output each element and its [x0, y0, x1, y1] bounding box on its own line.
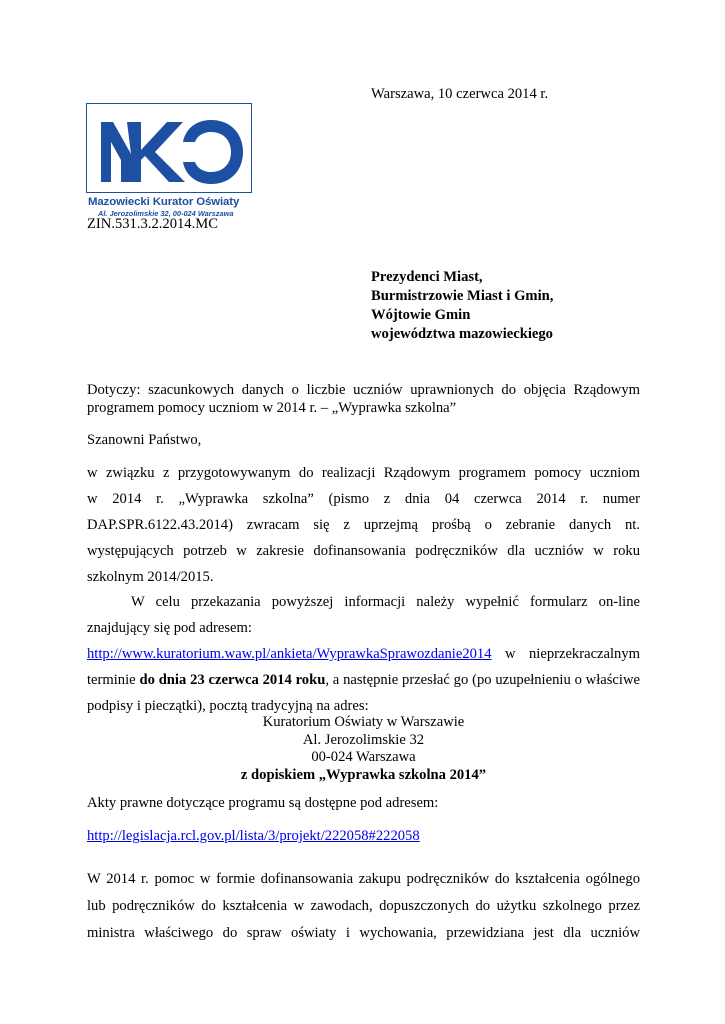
paragraph-line: W celu przekazania powyższej informacji należy wypełnić formularz on-line [131, 594, 640, 610]
form-link[interactable]: http://www.kuratorium.waw.pl/ankieta/WyprawkaSprawozdanie2014 [87, 646, 492, 662]
mailing-address-line: 00-024 Warszawa [311, 749, 416, 765]
paragraph-line: znajdujący się pod adresem: [87, 620, 252, 636]
addressee-line: Wójtowie Gmin [371, 307, 471, 323]
paragraph-line: podpisy i pieczątki), pocztą tradycyjną na adres: [87, 698, 369, 714]
paragraph-line [87, 641, 640, 667]
mailing-note: z dopiskiem „Wyprawka szkolna 2014” [240, 766, 487, 783]
mko-monogram [87, 104, 253, 194]
legal-acts-link[interactable]: http://legislacja.rcl.gov.pl/lista/3/projekt/222058#222058 [87, 828, 420, 844]
addressee-block [371, 268, 553, 344]
paragraph-line: szkolnym 2014/2015. [87, 569, 214, 585]
subject-paragraph [87, 381, 640, 417]
paragraph-line [87, 667, 640, 693]
legal-acts-text: Akty prawne dotyczące programu są dostępne pod adresem: [87, 795, 439, 811]
paragraph-line: lub podręczników do kształcenia w zawodach, dopuszczonych do użytku szkolnego przez [87, 898, 640, 914]
paragraph-form-instructions [87, 589, 640, 719]
subject-line: Dotyczy: szacunkowych danych o liczbie uczniów uprawnionych do objęcia Rządowym [87, 382, 640, 398]
mailing-address [87, 714, 640, 784]
mailing-address-line: Kuratorium Oświaty w Warszawie [262, 714, 465, 730]
addressee-line: województwa mazowieckiego [371, 326, 553, 342]
kurator-logo [86, 103, 254, 219]
paragraph-line: ministra właściwego do spraw oświaty i wychowania, przewidziana jest dla uczniów [87, 925, 640, 941]
deadline-date: do dnia 23 czerwca 2014 roku [139, 672, 326, 688]
subject-line: programem pomocy uczniom w 2014 r. – „Wyprawka szkolna” [87, 400, 457, 416]
logo-institution-name: Mazowiecki Kurator Oświaty [88, 196, 240, 208]
paragraph-line: w związku z przygotowywanym do realizacji Rządowym programem pomocy uczniom [87, 465, 640, 481]
paragraph-line: występujących potrzeb w zakresie dofinansowania podręczników dla uczniów w roku [87, 543, 640, 559]
paragraph-line: DAP.SPR.6122.43.2014) zwracam się z uprzejmą prośbą o zebranie danych nt. [87, 517, 640, 533]
logo-frame [86, 103, 252, 193]
addressee-line: Prezydenci Miast, [371, 269, 483, 285]
deadline-suffix: , a następnie przesłać go (po uzupełnieniu o właściwe [325, 672, 640, 688]
link-trailing-text: w nieprzekraczalnym [491, 646, 640, 662]
logo-address: Al. Jerozolimskie 32, 00-024 Warszawa [98, 209, 234, 218]
letter-date: Warszawa, 10 czerwca 2014 r. [371, 86, 549, 102]
reference-number: ZIN.531.3.2.2014.MC [87, 216, 218, 232]
addressee-line: Burmistrzowie Miast i Gmin, [371, 288, 554, 304]
paragraph-program-info [87, 866, 640, 947]
paragraph-request [87, 460, 640, 590]
legal-acts-link-line [87, 828, 640, 845]
mailing-address-line: Al. Jerozolimskie 32 [302, 731, 425, 748]
paragraph-line: W 2014 r. pomoc w formie dofinansowania zakupu podręczników do kształcenia ogólnego [87, 871, 640, 887]
paragraph-line: w 2014 r. „Wyprawka szkolna” (pismo z dnia 04 czerwca 2014 r. numer [87, 491, 640, 507]
greeting: Szanowni Państwo, [87, 432, 202, 448]
deadline-prefix: terminie [87, 672, 140, 688]
